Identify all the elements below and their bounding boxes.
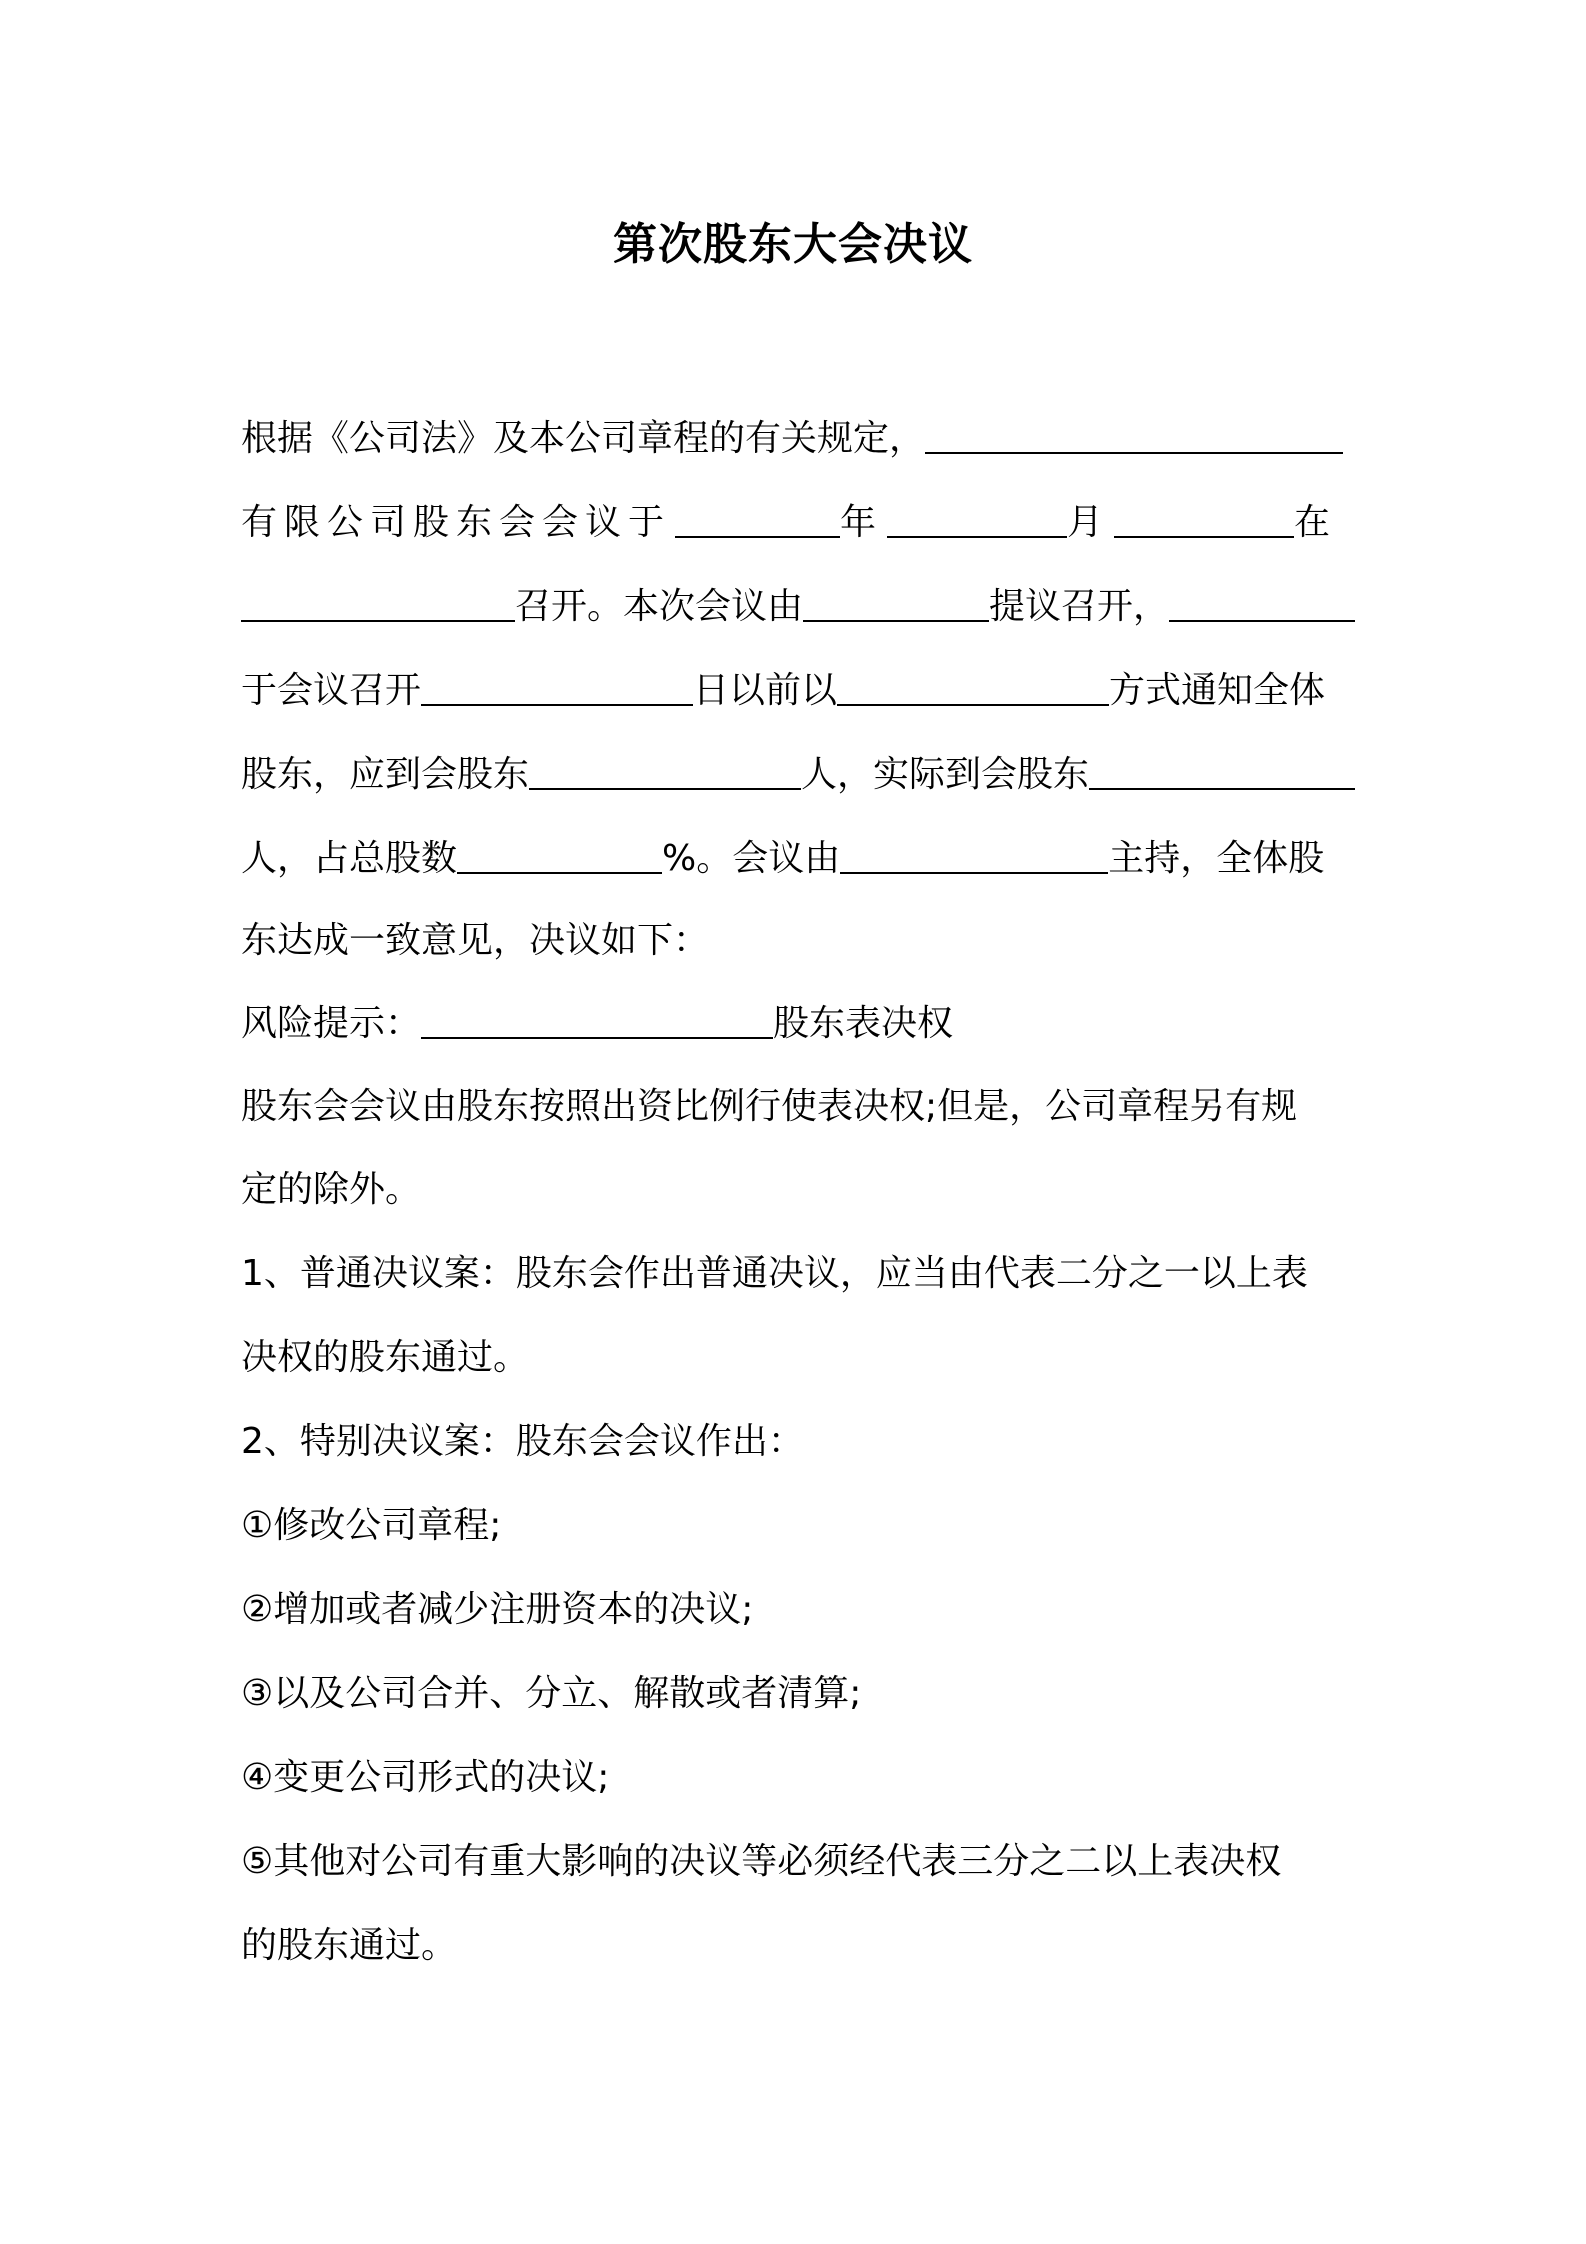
document-title: 第次股东大会决议 xyxy=(613,219,973,270)
special-item-1: ①修改公司章程; xyxy=(241,1505,502,1546)
intro-text-6c: 主持，全体股 xyxy=(1108,838,1325,879)
ordinary-resolution-line-1: 1、普通决议案：股东会作出普通决议，应当由代表二分之一以上表 xyxy=(241,1253,1308,1294)
intro-line-7: 东达成一致意见，决议如下： xyxy=(241,920,710,961)
chair-blank[interactable] xyxy=(840,838,1108,874)
intro-line-5 xyxy=(241,746,1355,804)
share-percent-blank[interactable] xyxy=(457,838,662,874)
intro-text-4c: 方式通知全体 xyxy=(1109,670,1326,711)
risk-line xyxy=(241,995,1355,1053)
notice-method-blank[interactable] xyxy=(837,670,1109,706)
intro-text-3b: 提议召开， xyxy=(989,586,1170,627)
intro-text-4a: 于会议召开 xyxy=(241,670,422,711)
day-blank[interactable] xyxy=(1114,502,1294,538)
risk-blank[interactable] xyxy=(421,1003,773,1039)
special-resolution-line: 2、特别决议案：股东会会议作出： xyxy=(241,1421,804,1462)
special-item-2: ②增加或者减少注册资本的决议; xyxy=(241,1589,754,1630)
notifier-blank[interactable] xyxy=(1169,586,1355,622)
intro-text-2b: 年 xyxy=(840,502,884,543)
proposer-blank[interactable] xyxy=(803,586,989,622)
special-item-4: ④变更公司形式的决议; xyxy=(241,1757,610,1798)
company-name-blank[interactable] xyxy=(925,418,1343,454)
intro-text-6a: 人，占总股数 xyxy=(241,838,458,879)
voting-line-1: 股东会会议由股东按照出资比例行使表决权;但是，公司章程另有规 xyxy=(241,1086,1298,1127)
special-item-3: ③以及公司合并、分立、解散或者清算; xyxy=(241,1673,862,1714)
intro-text-5a: 股东，应到会股东 xyxy=(241,754,530,795)
intro-line-1 xyxy=(241,410,1355,468)
intro-text-4b: 日以前以 xyxy=(693,670,838,711)
intro-line-2 xyxy=(241,494,1355,552)
notice-days-blank[interactable] xyxy=(421,670,693,706)
intro-text-2c: 月 xyxy=(1067,502,1111,543)
intro-line-6 xyxy=(241,830,1355,888)
ordinary-resolution-line-2: 决权的股东通过。 xyxy=(241,1337,530,1378)
intro-text-2a: 有限公司股东会会议于 xyxy=(241,502,672,543)
expected-shareholders-blank[interactable] xyxy=(529,754,801,790)
location-blank[interactable] xyxy=(241,586,515,622)
risk-suffix: 股东表决权 xyxy=(773,1003,954,1044)
intro-text-3a: 召开。本次会议由 xyxy=(515,586,804,627)
month-blank[interactable] xyxy=(887,502,1067,538)
intro-text-6b: %。会议由 xyxy=(662,838,841,879)
intro-text-1a: 根据《公司法》及本公司章程的有关规定， xyxy=(241,418,926,459)
attending-shareholders-blank[interactable] xyxy=(1089,754,1355,790)
voting-line-2: 定的除外。 xyxy=(241,1169,422,1210)
intro-line-4 xyxy=(241,662,1355,720)
year-blank[interactable] xyxy=(675,502,840,538)
intro-text-5b: 人，实际到会股东 xyxy=(801,754,1090,795)
intro-line-3 xyxy=(241,578,1355,636)
risk-label: 风险提示： xyxy=(241,1003,422,1044)
special-item-5-line-1: ⑤其他对公司有重大影响的决议等必须经代表三分之二以上表决权 xyxy=(241,1841,1282,1882)
special-item-5-line-2: 的股东通过。 xyxy=(241,1925,458,1966)
intro-text-2d: 在 xyxy=(1294,502,1338,543)
